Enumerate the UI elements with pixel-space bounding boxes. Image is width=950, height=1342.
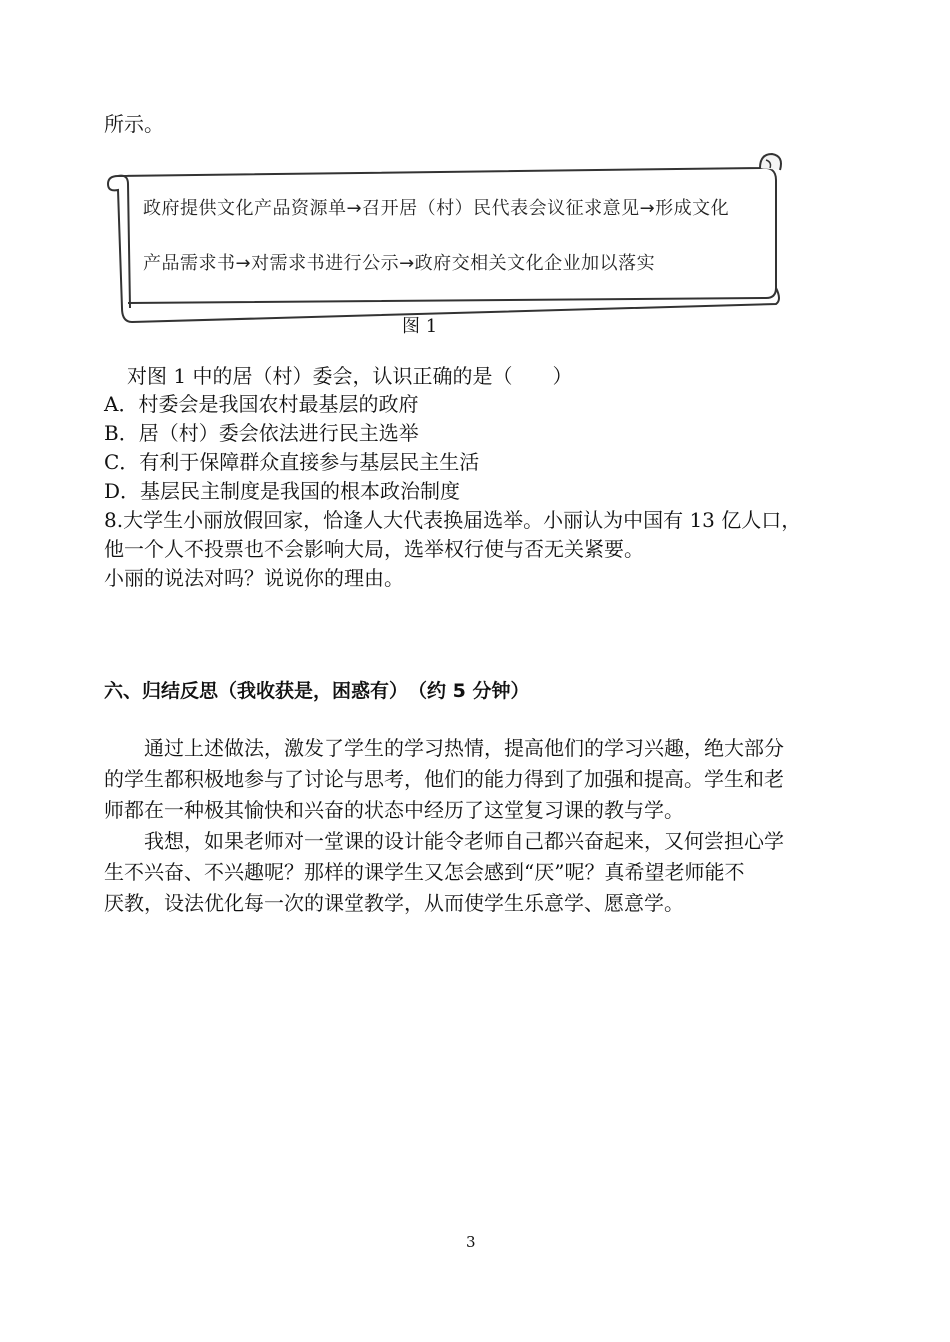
question7-option-b: B．居（村）委会依法进行民主选举 xyxy=(104,421,419,445)
question7-option-c: C．有利于保障群众直接参与基层民主生活 xyxy=(104,450,480,474)
section6-para1-line2: 的学生都积极地参与了讨论与思考，他们的能力得到了加强和提高。学生和老 xyxy=(104,767,784,791)
scroll-figure xyxy=(100,148,790,338)
figure-line-2: 产品需求书→对需求书进行公示→政府交相关文化企业加以落实 xyxy=(143,253,656,274)
question8-line-3: 小丽的说法对吗？说说你的理由。 xyxy=(104,566,404,590)
figure-caption: 图 1 xyxy=(402,316,438,337)
figure-line-1: 政府提供文化产品资源单→召开居（村）民代表会议征求意见→形成文化 xyxy=(143,198,730,219)
page-number: 3 xyxy=(466,1233,476,1251)
question7-option-d: D．基层民主制度是我国的根本政治制度 xyxy=(104,479,461,503)
question8-line-1: 8.大学生小丽放假回家，恰逢人大代表换届选举。小丽认为中国有 13 亿人口， xyxy=(104,508,802,532)
section6-para2-line3: 厌教，设法优化每一次的课堂教学，从而使学生乐意学、愿意学。 xyxy=(104,891,684,915)
question7-option-a: A．村委会是我国农村最基层的政府 xyxy=(104,392,419,416)
question7-stem: 对图 1 中的居（村）委会，认识正确的是（ ） xyxy=(127,364,573,388)
question8-line-2: 他一个人不投票也不会影响大局，选举权行使与否无关紧要。 xyxy=(104,537,644,561)
section6-para1-line1: 通过上述做法，激发了学生的学习热情，提高他们的学习兴趣，绝大部分 xyxy=(104,736,784,760)
section6-heading: 六、归结反思（我收获是，困惑有） （约 5 分钟） xyxy=(104,680,530,702)
section6-para2-line2: 生不兴奋、不兴趣呢？那样的课学生又怎会感到“厌”呢？真希望老师能不 xyxy=(104,860,745,884)
section6-para2-line1: 我想，如果老师对一堂课的设计能令老师自己都兴奋起来，又何尝担心学 xyxy=(104,829,784,853)
section6-para1-line3: 师都在一种极其愉快和兴奋的状态中经历了这堂复习课的教与学。 xyxy=(104,798,684,822)
intro-tail-text: 所示。 xyxy=(104,112,164,136)
